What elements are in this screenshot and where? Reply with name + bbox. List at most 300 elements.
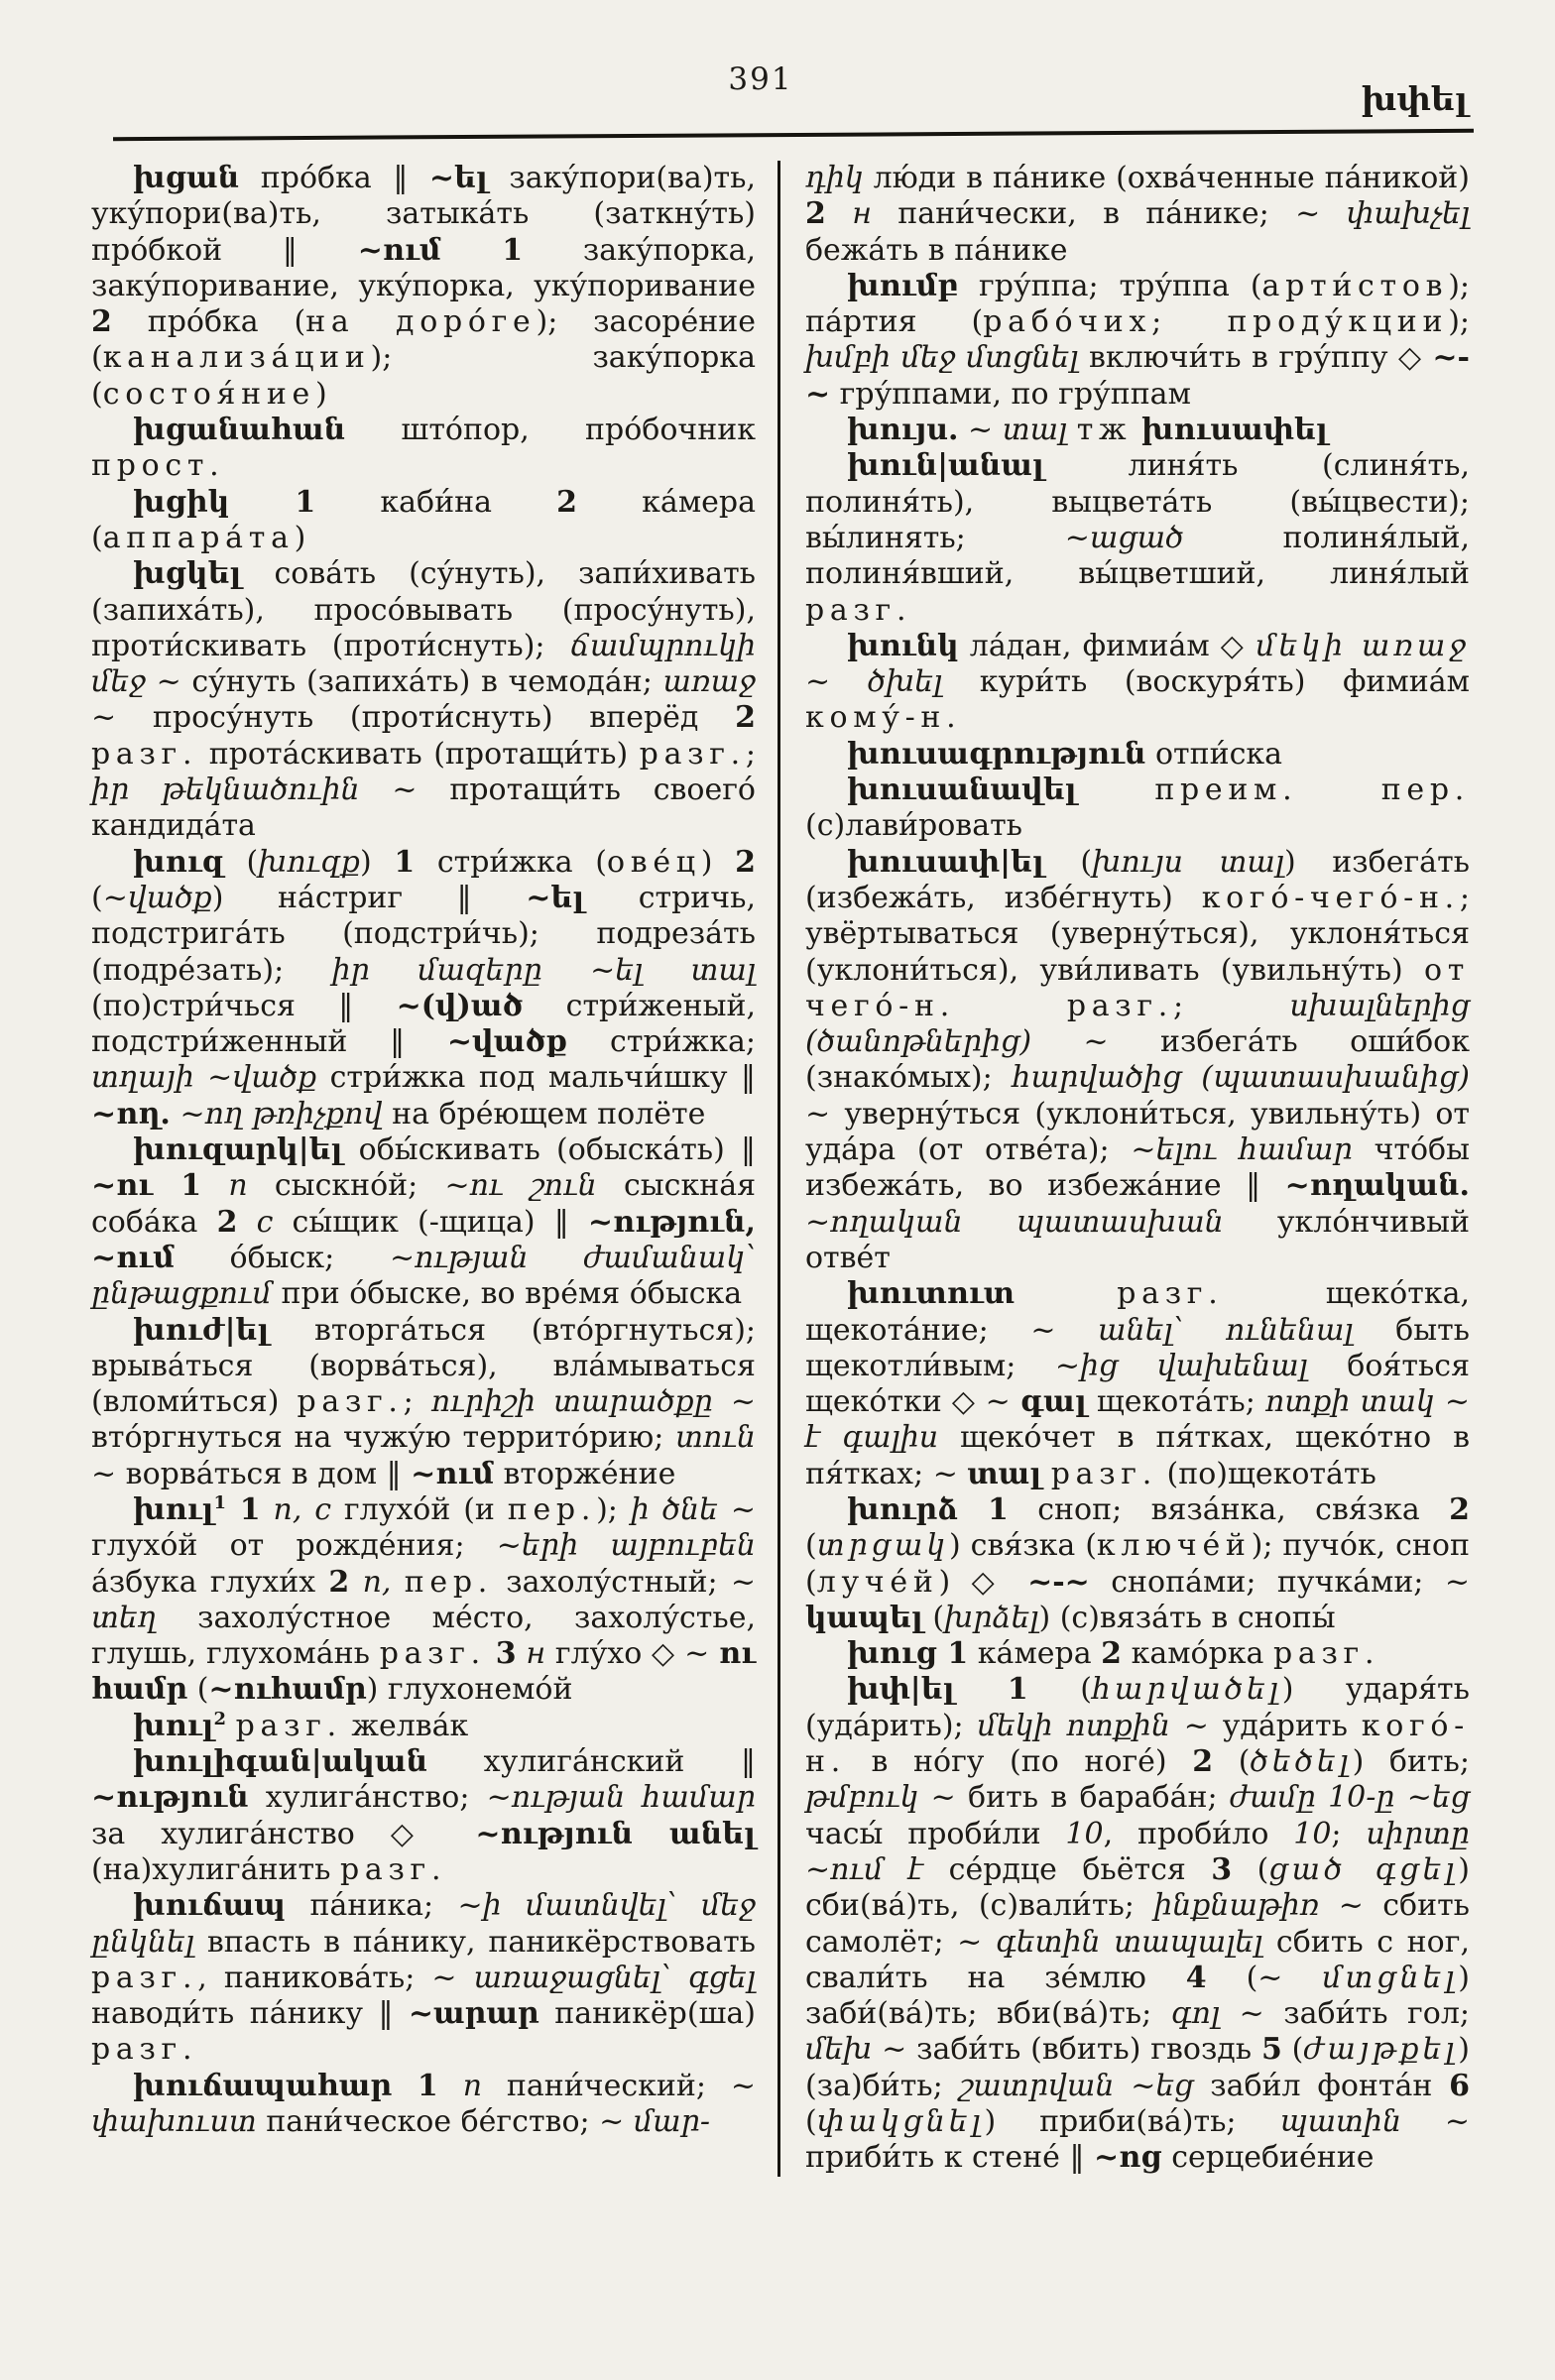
text-run: ); — [1448, 304, 1470, 340]
text-run: в но́гу (по ноге́) — [845, 1744, 1193, 1780]
text-run: хулига́нский ‖ — [427, 1744, 756, 1780]
text-run: от чего́-н. разг. — [805, 952, 1470, 1023]
dictionary-entry — [91, 1709, 756, 1744]
text-run: 2 — [213, 1708, 227, 1729]
text-run — [349, 1565, 362, 1600]
text-run — [391, 1565, 404, 1600]
text-run: отпи́ска — [1145, 736, 1283, 772]
headword-text: խուզ — [133, 844, 224, 880]
text-run: разг. — [379, 1636, 486, 1672]
dictionary-entry — [91, 1744, 756, 1888]
dictionary-entry — [91, 1313, 756, 1492]
text-run: ); заку́порка ( — [91, 340, 756, 412]
headword-text: ~արար — [408, 1996, 539, 2032]
text-run: лю́ди в па́нике (охва́ченные па́никой) — [863, 161, 1470, 195]
text-run: գետին տապալել — [995, 1924, 1263, 1960]
text-run: п, с — [273, 1491, 332, 1527]
dictionary-entry — [805, 845, 1470, 1277]
text-run: մեկի ոտքին — [977, 1708, 1170, 1743]
text-run: кого́-чего́-н. — [1201, 880, 1460, 915]
text-run: разг. — [91, 2032, 198, 2068]
headword-text: ~ում — [411, 1456, 494, 1491]
text-run: прота́скивать (протащи́ть) — [197, 736, 640, 772]
text-run: ժայթքել — [1303, 2032, 1459, 2068]
text-run: մար- — [633, 2104, 711, 2140]
text-run: սխալներից (ծանոթներից) — [805, 988, 1470, 1060]
text-run — [438, 2069, 463, 2103]
text-run — [1067, 413, 1077, 447]
text-run: ); па́ртия ( — [805, 268, 1470, 340]
headword-text: խցիկ 1 — [133, 484, 316, 520]
headword-text: ~ություն — [91, 1780, 249, 1816]
text-run — [1041, 1457, 1051, 1491]
text-run: аппара́та — [102, 520, 295, 555]
headword-text: խցան — [133, 161, 240, 195]
headword-text: խուճապահար 1 — [133, 2068, 438, 2103]
headword-text: խուլ — [133, 1708, 214, 1743]
text-run — [237, 1205, 256, 1240]
text-run — [486, 1636, 496, 1671]
headword-text: ~վածք — [446, 1024, 568, 1060]
text-run: что́бы избежа́ть, во избежа́ние ‖ — [805, 1132, 1470, 1204]
text-run: (с)лави́ровать — [805, 808, 1023, 844]
text-run: ~ протащи́ть своего́ кандида́та — [91, 773, 756, 844]
text-run: ( — [1027, 1672, 1092, 1708]
dictionary-entry — [805, 629, 1470, 737]
text-run: ) бить; — [1352, 1744, 1470, 1780]
text-run: ~ приби́ть к стене́ ‖ — [805, 2104, 1470, 2176]
text-run: разг. — [639, 736, 746, 772]
headword-text: խույս. — [847, 413, 959, 448]
text-run: ) (с)вяза́ть в снопы́ — [1038, 1600, 1336, 1635]
text-run: ծխել — [867, 664, 943, 700]
text-run: щеко́чет в пя́тках, щеко́тно в пя́тках; ~ — [805, 1420, 1470, 1491]
text-run: паникёр(ша) — [538, 1996, 756, 2032]
guide-word: խփել — [1361, 79, 1468, 118]
text-run: камо́рка — [1122, 1636, 1273, 1672]
dictionary-entry — [91, 1132, 756, 1312]
text-run: ); засоре́ние ( — [91, 304, 756, 376]
text-run: պատին — [1279, 2104, 1402, 2140]
text-run: полиня́лый, полиня́вший, вы́цветший, линя́лый — [805, 520, 1470, 592]
dictionary-entry — [805, 269, 1470, 413]
headword-text: 2 — [556, 484, 578, 520]
headword-text: խուժ|ել — [133, 1312, 270, 1348]
text-run: заку́порка, заку́поривание, уку́порка, уку́поривание — [91, 232, 756, 303]
text-run: գոլ — [1170, 1996, 1221, 2032]
text-run: сыскна́я соба́ка — [91, 1168, 757, 1240]
dictionary-entry — [91, 556, 756, 844]
text-run: щеко́тка, щекота́ние; — [805, 1276, 1470, 1348]
text-run: тж — [1076, 413, 1133, 448]
text-run: се́рдце бьётся — [923, 1851, 1212, 1887]
text-run: ; — [403, 1384, 431, 1420]
text-run: состоя́ние — [102, 376, 316, 412]
text-run: ~ глухо́й от рожде́ния; — [91, 1491, 756, 1564]
text-run: ; — [745, 736, 756, 772]
text-run — [171, 1097, 180, 1131]
text-run: сбить с ног, свали́ть на зе́млю — [805, 1924, 1470, 1995]
text-run: ) — [315, 376, 327, 412]
text-run: ~երի այբուբեն — [496, 1528, 756, 1564]
text-run: вторга́ться (вто́ргнуться); врыва́ться (ворва́ться), вла́мываться (вломи́ться) — [91, 1312, 756, 1420]
text-run: (~ — [1206, 1960, 1323, 1995]
text-run: заку́пори(ва)ть, уку́пори(ва)ть, затыка́ть (заткну́ть) про́бкой ‖ — [91, 161, 756, 268]
text-run: кого́-н. — [805, 1708, 1470, 1780]
text-run: часы́ проби́ли — [805, 1816, 1066, 1851]
text-run: разг. — [91, 736, 198, 772]
text-run — [261, 1492, 274, 1527]
headword-text: 2 — [805, 196, 826, 232]
headword-text: 2 — [91, 304, 112, 340]
text-run: ключе́й — [1096, 1528, 1252, 1564]
text-run: ~ заби́ть (вбить) гвоздь — [872, 2032, 1261, 2068]
headword-text: 2 — [735, 844, 756, 880]
text-run: ) — [360, 844, 395, 880]
text-run: ( — [805, 2104, 817, 2140]
dictionary-entry — [805, 1636, 1470, 1672]
headword-text: 3 — [495, 1636, 517, 1672]
headword-text: խցկել — [133, 556, 242, 592]
dictionary-entry — [91, 845, 756, 1132]
text-run: առաջ — [662, 664, 756, 700]
headword-text: խցանահան — [133, 413, 346, 448]
text-run: ճամպրուկի մեջ — [91, 628, 756, 700]
headword-text: խուճապ — [133, 1888, 287, 1924]
text-run: што́пор, про́бочник — [345, 413, 756, 448]
headword-text: ~ություն անել — [475, 1816, 756, 1851]
text-run: кури́ть (воскуря́ть) фимиа́м — [942, 664, 1470, 700]
text-run: разг. — [1272, 1636, 1380, 1672]
dictionary-entry — [805, 1672, 1470, 2176]
text-run — [226, 1709, 236, 1743]
text-run: сова́ть (су́нуть), запи́хивать (запиха́ть), просо́вывать (просу́нуть), проти́скивать (проти́снуть); — [91, 556, 756, 663]
text-run: разг. — [297, 1384, 404, 1420]
text-run: разг. — [1117, 1276, 1224, 1312]
text-run: а́збука глухи́х — [91, 1564, 329, 1600]
text-run: ~վածք — [102, 880, 212, 915]
text-run — [1077, 773, 1155, 807]
headword-text: 4 — [1185, 1960, 1207, 1995]
text-run: ; увёртываться (уверну́ться), уклоня́ться (уклони́ться), уви́ливать (увильну́ть) — [805, 880, 1470, 988]
text-run: наводи́ть па́нику ‖ — [91, 1996, 409, 2032]
headword-text: ~ել — [526, 880, 585, 915]
text-run: желва́к — [341, 1708, 469, 1743]
text-run: (по)стри́чься ‖ — [91, 988, 397, 1023]
text-run: ցած գցել — [1268, 1851, 1459, 1887]
text-run: շատրվան ~եց — [959, 2068, 1194, 2103]
text-run: каби́на — [315, 484, 557, 520]
text-run: боя́ться щеко́тки ◇ ~ — [805, 1348, 1471, 1420]
text-run: ~ող թռիչքով — [179, 1096, 383, 1131]
text-run: ~ողական պատասխան — [805, 1204, 1224, 1240]
text-run: թմբուկ — [805, 1780, 919, 1816]
text-run: ( — [922, 1600, 945, 1635]
text-run: п, — [362, 1564, 392, 1600]
text-run: стри́женый, подстри́женный ‖ — [91, 988, 756, 1060]
text-run: փախչել — [1346, 196, 1470, 232]
text-run: заби́л фонта́н — [1193, 2068, 1450, 2103]
text-run: ~ առաջացնել՝ գցել — [431, 1960, 757, 1995]
text-run: ~ — [958, 413, 1003, 448]
headword-text: 2 — [1101, 1636, 1123, 1672]
text-run: ~ избега́ть оши́бок (знако́мых); — [805, 1024, 1470, 1096]
text-run: ~ելու համար — [1131, 1132, 1353, 1168]
text-run: стри́жка ( — [415, 844, 607, 880]
dictionary-entry — [805, 413, 1470, 448]
headword-text: խուլիգան|ական — [133, 1744, 428, 1780]
text-run: ( — [223, 844, 259, 880]
text-run: п — [462, 2068, 483, 2103]
text-run: разг. — [91, 1960, 198, 1995]
text-run: быть щекотли́вым; — [805, 1312, 1470, 1383]
text-run: арти́стов — [1261, 268, 1449, 303]
text-run: ) на́стриг ‖ — [211, 880, 527, 915]
headword-text: ~ոց — [1093, 2140, 1162, 2176]
text-run: стричь, подстрига́ть (подстри́чь); подреза́ть (подре́зать); — [91, 880, 757, 988]
text-run: захолу́стное ме́сто, захолу́стье, глушь, глухома́нь — [91, 1600, 756, 1672]
headword-text: խուց 1 — [847, 1636, 969, 1672]
text-run: 10 — [1065, 1816, 1104, 1851]
text-run: տալ — [1002, 413, 1068, 448]
text-run: кому́-н. — [805, 700, 962, 736]
headword-text: խուն|անալ — [847, 448, 1044, 484]
page-header — [91, 54, 1470, 137]
text-run: տուն — [675, 1420, 756, 1456]
dictionary-entry — [805, 773, 1470, 845]
text-run: пани́ческий; ~ — [482, 2068, 756, 2103]
text-run: ~ заби́ть гол; — [1220, 1996, 1470, 2032]
text-run: ове́ц — [606, 844, 701, 880]
text-run: ~ի մատնվել՝ մեջ ընկնել — [91, 1888, 756, 1960]
text-run: ); пучо́к, сноп ( — [805, 1528, 1470, 1600]
text-run: ~ вто́ргнуться на чужу́ю террито́рию; — [91, 1384, 756, 1456]
headword-text: տալ — [967, 1456, 1042, 1491]
text-run: ի ծնե — [630, 1491, 718, 1527]
page-number: 391 — [728, 61, 793, 97]
text-run: խմբի մեջ մտցնել — [805, 340, 1079, 376]
headword-text: 2 — [1449, 1491, 1470, 1527]
headword-text: խունկ — [847, 628, 959, 663]
text-run: щекота́ть; — [1086, 1384, 1265, 1420]
text-run: (по)щекота́ть — [1156, 1456, 1376, 1491]
text-run: ) ◇ — [938, 1564, 1028, 1600]
headword-text: ~ում 1 — [357, 232, 524, 268]
text-run: рабо́чих; проду́кции — [983, 304, 1449, 340]
text-run: մեկի առաջ — [1256, 628, 1470, 663]
headword-text: խուրձ 1 — [847, 1491, 1009, 1527]
text-run: гру́ппа; тру́ппа ( — [958, 268, 1262, 303]
headword-text: խուսափ|ել — [847, 844, 1044, 880]
text-run: խույս տալ — [1092, 844, 1284, 880]
text-run: ) свя́зка ( — [949, 1528, 1097, 1564]
column-left — [91, 161, 778, 2177]
text-run: сноп; вяза́нка, свя́зка — [1008, 1491, 1450, 1527]
text-run: մտցնել — [1322, 1960, 1459, 1995]
text-run: խրձել — [944, 1600, 1039, 1635]
text-run: սիրտը ~ում է — [805, 1816, 1471, 1887]
text-run: ) глухонемо́й — [366, 1672, 573, 1708]
text-run: преим. пер. — [1154, 773, 1470, 808]
headword-text: ~ություն, ~ում — [91, 1204, 756, 1275]
text-run: իր մազերը ~ել տալ — [331, 952, 756, 988]
text-run: ~ бить в бараба́н; — [918, 1780, 1230, 1816]
text-run: 1 — [213, 1491, 227, 1513]
headword-text: 3 — [1211, 1851, 1233, 1887]
headword-text: 5 — [1260, 2032, 1282, 2068]
text-run: разг. — [339, 1851, 447, 1887]
headword-text: ~ու 1 — [91, 1168, 202, 1204]
headword-text: ~ել — [428, 161, 488, 195]
text-run — [826, 196, 852, 231]
text-run: обы́скивать (обыска́ть) ‖ — [342, 1132, 756, 1168]
text-run: իր թեկնածուին — [91, 773, 360, 808]
text-run: разг. — [235, 1708, 342, 1743]
text-run: ( — [1043, 844, 1093, 880]
headword-text: 2 — [216, 1204, 238, 1240]
dictionary-entry — [91, 1492, 756, 1709]
text-run: снопа́ми; пучка́ми; ~ — [1089, 1564, 1470, 1600]
text-run: за хулига́нство ◇ — [91, 1816, 476, 1851]
headword-text: խուսագրություն — [847, 736, 1146, 772]
text-run: пер. — [404, 1564, 493, 1600]
text-run: укло́нчивый отве́т — [805, 1204, 1470, 1275]
text-run — [1132, 413, 1141, 447]
headword-text: 2 — [1192, 1744, 1214, 1780]
text-run: ( — [1232, 1851, 1269, 1887]
text-run: бежа́ть в па́нике — [805, 232, 1068, 268]
text-run — [201, 1168, 228, 1203]
text-run: на бре́ющем полёте — [382, 1096, 706, 1131]
headword-text: ու համր — [91, 1636, 756, 1708]
dictionary-entry — [805, 1276, 1470, 1492]
text-run: на доро́ге — [305, 304, 537, 340]
text-run: н — [526, 1636, 546, 1672]
headword-text: խփ|ել 1 — [847, 1672, 1028, 1708]
text-run: стри́жка; — [567, 1024, 756, 1060]
text-run: о́быск; — [174, 1240, 390, 1275]
text-run: ~ — [805, 664, 868, 700]
text-run: ~ уверну́ться (уклони́ться, увильну́ть) от уда́ра (от отве́та); — [805, 1096, 1470, 1168]
text-run: про́бка ( — [111, 304, 306, 340]
text-run: ( — [91, 880, 103, 915]
dictionary-entry — [805, 448, 1470, 628]
headword-text: ~-~ — [805, 340, 1470, 412]
headword-text: ~(վ)ած — [396, 988, 524, 1023]
text-run: ; — [1173, 988, 1290, 1023]
text-run: մեխ — [805, 2032, 873, 2068]
text-run: разг. — [1050, 1456, 1157, 1491]
headword-text: խուզարկ|ել — [133, 1132, 343, 1168]
headword-text: 2 — [328, 1564, 350, 1600]
text-run: ~ու շուն — [444, 1168, 597, 1204]
text-run: п — [228, 1168, 248, 1204]
text-run: разг. — [805, 592, 912, 628]
text-run: ծեծել — [1250, 1744, 1353, 1780]
text-run: пер. — [507, 1491, 597, 1527]
text-run: ~ անել՝ ունենալ — [1030, 1312, 1354, 1348]
text-run: փակցնել — [816, 2104, 985, 2140]
dictionary-entry — [91, 485, 756, 557]
text-run: ка́мера — [968, 1636, 1102, 1672]
text-run: , паникова́ть; — [197, 1960, 432, 1995]
text-run: вторже́ние — [493, 1456, 676, 1491]
text-run: ( — [187, 1672, 209, 1708]
dictionary-entry — [805, 1492, 1470, 1636]
text-run: (на)хулига́нить — [91, 1851, 340, 1887]
text-run: прост. — [91, 448, 225, 484]
text-run: ~ уда́рить — [1169, 1708, 1362, 1743]
text-run: при о́быске, во вре́мя о́быска — [271, 1276, 743, 1312]
text-run: па́ника; — [286, 1888, 458, 1924]
text-run: ( — [1213, 1744, 1251, 1780]
dictionary-entry — [91, 2069, 756, 2141]
dictionary-entry — [805, 161, 1470, 269]
text-run: ~ության համար — [486, 1780, 756, 1816]
text-run: сыскно́й; — [247, 1168, 445, 1204]
text-run: տեղ — [91, 1600, 157, 1635]
text-run: про́бка ‖ — [239, 161, 429, 195]
text-run: 10 — [1293, 1816, 1332, 1851]
text-run: стри́жка под мальчи́шку ‖ — [316, 1060, 756, 1096]
headword-text: 2 — [735, 700, 756, 736]
text-run: пани́ческое бе́гство; ~ — [256, 2104, 634, 2140]
headword-text: ~ող. — [91, 1096, 171, 1131]
text-run: луче́й — [816, 1564, 939, 1600]
headword-text: կապել — [805, 1600, 923, 1635]
text-run: տղայի ~վածք — [91, 1060, 317, 1096]
text-run: ~ ворва́ться в дом ‖ — [91, 1456, 412, 1491]
text-run: ); — [596, 1491, 631, 1527]
text-run: глу́хо ◇ ~ — [545, 1636, 720, 1672]
text-run: ուրիշի տարածքը — [430, 1384, 713, 1420]
headword-text: խուլ — [133, 1491, 214, 1527]
text-run: линя́ть (слиня́ть, полиня́ть), выцвета́ть (вы́цвести); вы́линять; — [805, 448, 1470, 555]
text-run: ~ просу́нуть (проти́снуть) вперёд — [91, 700, 736, 736]
text-run: пани́чески, в па́нике; ~ — [871, 196, 1347, 232]
text-run: ) ударя́ть (уда́рить); — [805, 1672, 1470, 1743]
headword-text: ~-~ — [1027, 1564, 1090, 1600]
text-run: гру́ппами, по гру́ппам — [830, 376, 1191, 412]
text-run: захолу́стный; ~ — [493, 1564, 756, 1600]
text-run: ~ության ժամանակ՝ ընթացքում — [91, 1240, 756, 1312]
text-run: глухо́й (и — [331, 1491, 508, 1527]
headword-text: 1 — [394, 844, 416, 880]
column-right — [778, 161, 1470, 2177]
headword-text: 1 — [226, 1491, 261, 1527]
dictionary-entry — [805, 737, 1470, 773]
text-run: ժամը 10-ը ~եց — [1229, 1780, 1470, 1816]
headword-text: ~ուհամր — [208, 1672, 367, 1708]
text-run: ) приби(ва́)ть; — [984, 2104, 1280, 2140]
headword-text: խուսանավել — [847, 773, 1077, 808]
text-run: ) заби́(ва́)ть; вби(ва́)ть; — [805, 1960, 1470, 2032]
text-columns — [91, 161, 1470, 2177]
text-run: փախուստ — [91, 2104, 257, 2140]
text-run: с — [256, 1204, 274, 1240]
text-run: ~ից վախենալ — [1054, 1348, 1308, 1383]
text-run: ( — [1281, 2032, 1304, 2068]
text-run: впасть в па́нику, паникёрствовать — [194, 1924, 756, 1960]
text-run: канализа́ции — [102, 340, 371, 376]
text-run: ) — [294, 520, 306, 555]
headword-text: 6 — [1449, 2068, 1470, 2103]
text-run: ) (за)би́ть; — [805, 2032, 1470, 2103]
text-run: сы́щик (-щица) ‖ — [273, 1204, 588, 1240]
text-run: ка́мера ( — [91, 484, 756, 555]
text-run: ~ացած — [1064, 520, 1184, 555]
dictionary-entry — [91, 1888, 756, 2068]
